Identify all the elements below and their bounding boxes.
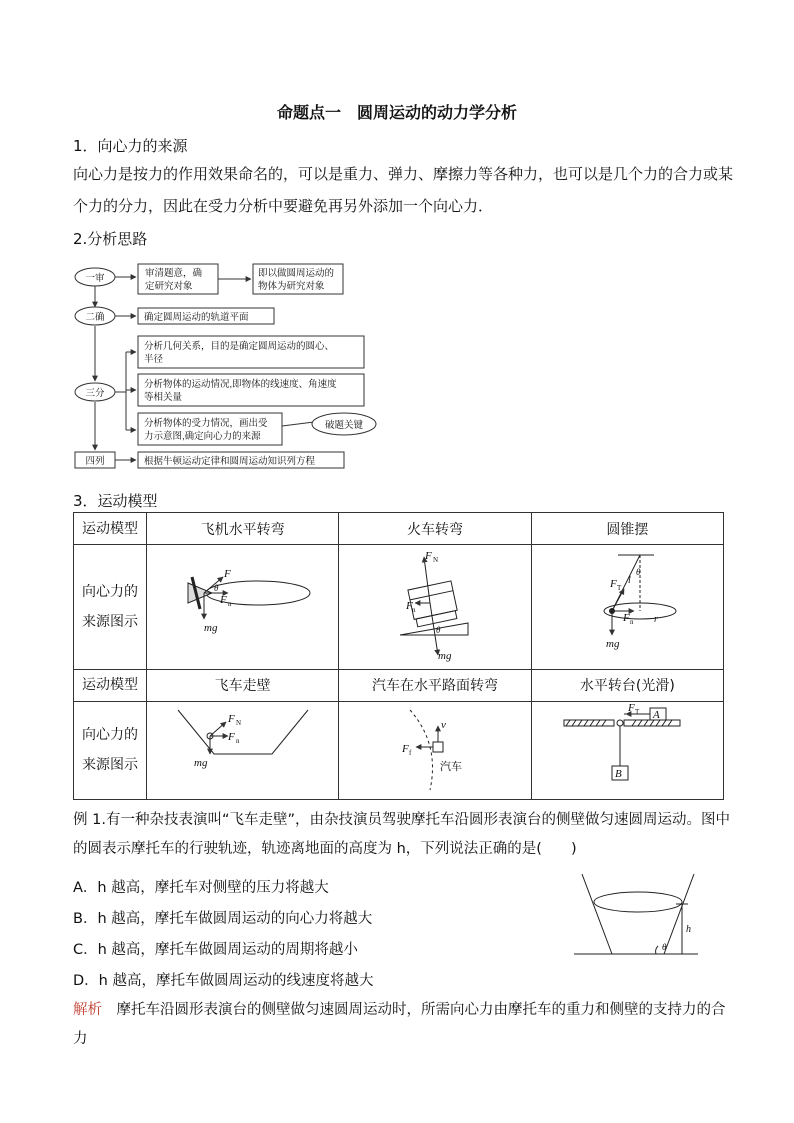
wall-riding-figure [148,702,338,794]
angle-label: θ [435,625,441,636]
option-d: D．h 越高，摩托车做圆周运动的线速度将越大 [73,973,374,989]
subscript-T: T [635,708,640,717]
subscript-f: f [408,749,412,758]
motion-models-table [73,512,724,800]
train-turn-figure [340,547,530,662]
figure-cell-turntable [531,701,723,799]
subscript-N: N [235,719,241,728]
turntable-figure [532,702,722,794]
angle-label: θ [213,583,219,594]
subscript-n: n [227,600,232,609]
section-heading-3: 3．运动模型 [73,492,158,510]
figure-cell-pendulum [531,545,723,669]
analysis-flowchart [70,258,390,473]
subscript-T: T [617,584,622,593]
angle-label: θ [662,942,667,952]
force-label-F: F [223,568,231,581]
flow-box-text: 物体为研究对象 [258,281,325,292]
flow-node-que-label: 二确 [85,312,105,323]
example-stem: 例 1.有一种杂技表演叫“飞车走壁”，由杂技演员驾驶摩托车沿圆形表演台的侧壁做匀速圆周运动。图中的圆表示摩托车的行驶轨迹，轨迹离地面的高度为 h，下列说法正确的是( ) [73,812,730,857]
table-cell-source-label [74,545,147,669]
flow-box-text: 分析物体的受力情况，画出受 [144,418,268,429]
flow-box-text: 分析物体的运动情况,即物体的线速度、角速度 [144,379,337,390]
flow-node-lie-label: 四列 [85,456,105,467]
block-A-label: A [653,709,661,722]
radius-label: r [654,614,659,626]
force-label-mg: mg [193,757,208,770]
force-label-Ff: F [401,743,409,756]
car-turn-figure [340,702,530,794]
angle-label: θ [636,567,641,578]
flow-box-text: 确定圆周运动的轨道平面 [144,312,249,323]
subscript-n: n [411,606,416,615]
force-label-mg: mg [203,622,218,635]
figure-cell-train [339,545,531,669]
force-label-Fn: F [405,600,413,613]
force-label-FN: F [227,713,235,726]
airplane-turn-figure [148,547,338,662]
flow-box-text: 分析几何关系，目的是确定圆周运动的圆心、 [144,341,335,352]
subscript-N: N [432,556,439,565]
source-label-line-1: 向心力的 [82,727,138,744]
flow-box-text: 等相关量 [144,392,183,403]
key-callout-label: 破题关键 [324,420,364,431]
height-label: h [686,924,691,935]
force-label-FT: F [628,702,636,715]
table-cell-model-label: 运动模型 [74,513,147,545]
analysis-paragraph [73,996,733,1054]
option-c: C．h 越高，摩托车做圆周运动的周期将越小 [73,942,358,958]
model-name-car-turn: 汽车在水平路面转弯 [339,669,531,701]
length-label: l [628,575,632,587]
figure-cell-car-turn [339,701,531,799]
model-name-conical-pendulum: 圆锥摆 [531,513,723,545]
car-label: 汽车 [439,760,462,774]
model-name-wall-riding: 飞车走壁 [147,669,339,701]
flow-node-shen-label: 一审 [85,273,105,284]
flow-box-text: 半径 [144,354,164,365]
conical-pendulum-figure [532,547,722,662]
analysis-label: 解析 [73,1002,102,1018]
flow-box-text: 审清题意，确 [145,268,203,279]
force-label-mg: mg [606,638,620,651]
table-cell-model-label: 运动模型 [74,669,147,701]
velocity-label: v [440,719,446,732]
model-name-train: 火车转弯 [339,513,531,545]
force-label-FN: F [424,550,432,563]
block-B-label: B [615,768,623,781]
cone-track-figure [572,870,702,958]
source-label-line-2: 来源图示 [82,757,138,774]
model-name-turntable: 水平转台(光滑) [531,669,723,701]
page-title: 命题点一 圆周运动的动力学分析 [276,103,517,122]
table-cell-source-label [74,701,147,799]
flow-box-text: 根据牛顿运动定律和圆周运动知识列方程 [144,456,316,467]
flow-box-text: 定研究对象 [145,281,193,292]
flow-box-text: 即以做圆周运动的 [258,268,335,279]
figure-cell-wall-riding [147,701,339,799]
source-label-line-2: 来源图示 [82,613,138,630]
section-1-paragraph: 向心力是按力的作用效果命名的，可以是重力、弹力、摩擦力等各种力，也可以是几个力的合力或某个力的分力，因此在受力分析中要避免再另外添加一个向心力． [73,165,734,215]
subscript-n: n [235,737,240,746]
flow-box-text: 力示意图,确定向心力的来源 [144,431,261,442]
force-label-Fn: F [219,594,227,607]
force-label-Fn: F [623,612,631,625]
option-b: B．h 越高，摩托车做圆周运动的向心力将越大 [73,911,373,927]
analysis-text: 摩托车沿圆形表演台的侧壁做匀速圆周运动时，所需向心力由摩托车的重力和侧壁的支持力的合力 [73,1002,726,1047]
force-label-FT: F [610,578,618,591]
force-label-mg: mg [437,650,452,663]
model-name-airplane: 飞机水平转弯 [147,513,339,545]
force-label-Fn: F [227,731,235,744]
figure-cell-airplane [147,545,339,669]
subscript-n: n [630,618,634,627]
option-a: A．h 越高，摩托车对侧壁的压力将越大 [73,880,329,896]
section-heading-2: 2.分析思路 [73,230,148,248]
flow-node-fen-label: 三分 [85,388,105,399]
section-heading-1: 1．向心力的来源 [73,137,188,155]
source-label-line-1: 向心力的 [82,583,138,600]
